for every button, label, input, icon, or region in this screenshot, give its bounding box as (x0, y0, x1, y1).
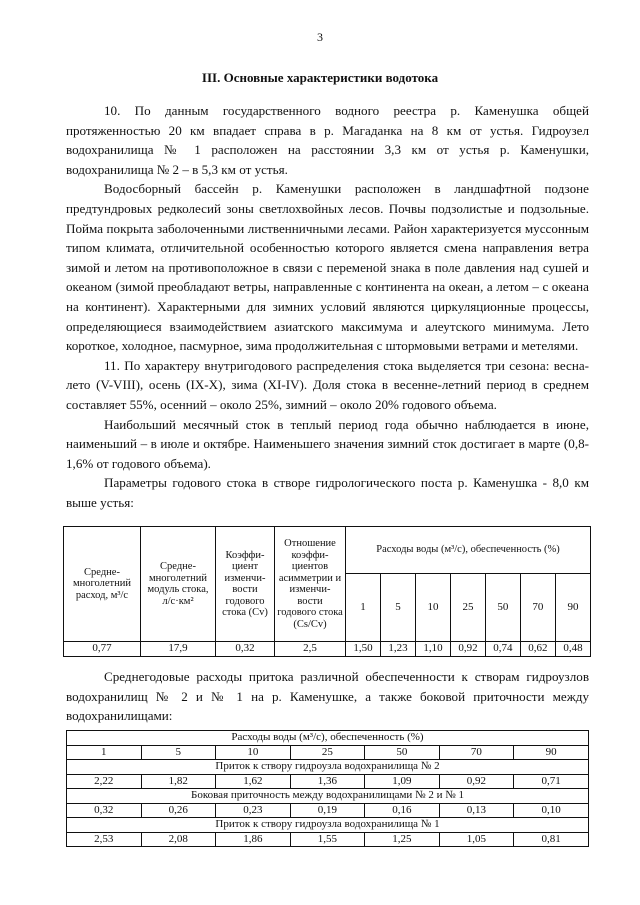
value-cell: 1,86 (216, 832, 291, 847)
paragraph-monthly: Наибольший месячный сток в теплый период года обычно наблюдается в июне, наименьший – в июле и октябре. Наименьшего значения зимний сток достигает в марте (0,8-1,6% от годового объема). (66, 416, 589, 471)
value-cell: 1,55 (290, 832, 365, 847)
flow-cell: 1,10 (415, 642, 450, 657)
paragraph-params: Параметры годового стока в створе гидрологического поста р. Каменушка - 8,0 км выше устья: (66, 475, 589, 510)
page-number: 3 (317, 30, 323, 44)
paragraph-10: 10. По данным государственного водного реестра р. Каменушка общей протяженностью 20 км впадает справа в р. Магаданка на 8 км от устья. Гидроузел водохранилища № 1 расположен на расстоянии 3,3 км от устья р. Каменушки, водохранилища № 2 – в 5,3 км от устья. (66, 103, 589, 177)
table-row (67, 832, 589, 847)
percent-cell: 90 (514, 745, 589, 760)
value-cell: 1,09 (365, 774, 440, 789)
flow-cell: 0,74 (485, 642, 520, 657)
value-cell: 2,22 (67, 774, 142, 789)
value-cell: 0,92 (439, 774, 514, 789)
header-ratio: Отношение коэффи-циентов асимметрии и изменчи-вости годового стока (Cs/Cv) (275, 527, 346, 642)
inflow-table (66, 730, 589, 847)
percent-cell: 25 (290, 745, 365, 760)
percent-cell: 70 (520, 574, 555, 642)
percent-cell: 5 (380, 574, 415, 642)
table-row (64, 642, 591, 657)
flow-cell: 0,48 (555, 642, 590, 657)
value-cell: 0,10 (514, 803, 589, 818)
header-cv: Коэффи-циент изменчи-вости годового стока (Cv) (216, 527, 275, 642)
value-cell: 0,16 (365, 803, 440, 818)
percent-cell: 1 (346, 574, 381, 642)
body-text-2 (66, 667, 589, 726)
percent-cell: 50 (485, 574, 520, 642)
flow-cell: 1,23 (380, 642, 415, 657)
value-cell: 0,13 (439, 803, 514, 818)
value-modulus: 17,9 (141, 642, 216, 657)
percent-cell: 50 (365, 745, 440, 760)
value-cell: 0,71 (514, 774, 589, 789)
header-flows: Расходы воды (м³/с), обеспеченность (%) (346, 527, 591, 574)
percent-cell: 90 (555, 574, 590, 642)
section-label: Приток к створу гидроузла водохранилища № 2 (67, 760, 589, 775)
header-mean-flow: Средне-многолетний расход, м³/с (64, 527, 141, 642)
value-cell: 0,19 (290, 803, 365, 818)
value-cell: 2,08 (141, 832, 216, 847)
value-cell: 1,36 (290, 774, 365, 789)
section-title: III. Основные характеристики водотока (201, 70, 439, 85)
paragraph-inflow: Среднегодовые расходы притока различной обеспеченности к створам гидроузлов водохранилищ № 2 и № 1 на р. Каменушке, а также боковой приточности между водохранилищами: (66, 669, 589, 724)
table-row (67, 803, 589, 818)
percent-cell: 10 (216, 745, 291, 760)
paragraph-11: 11. По характеру внутригодового распределения стока выделяется три сезона: весна-лето (V-VIII), осень (IX-X), зима (XI-IV). Доля стока в весенне-летний период в среднем составляет 55%, осенний – около 25%, зимний – около 20% годового объема. (66, 357, 589, 412)
percent-cell: 1 (67, 745, 142, 760)
value-cv: 0,32 (216, 642, 275, 657)
value-mean-flow: 0,77 (64, 642, 141, 657)
inflow-header: Расходы воды (м³/с), обеспеченность (%) (67, 731, 589, 746)
value-cell: 2,53 (67, 832, 142, 847)
value-cell: 0,32 (67, 803, 142, 818)
section-label: Боковая приточность между водохранилищами № 2 и № 1 (67, 789, 589, 804)
value-cell: 1,25 (365, 832, 440, 847)
body-text (66, 101, 589, 512)
value-cell: 1,82 (141, 774, 216, 789)
percent-cell: 25 (450, 574, 485, 642)
flow-cell: 1,50 (346, 642, 381, 657)
percent-cell: 10 (415, 574, 450, 642)
value-cell: 0,23 (216, 803, 291, 818)
paragraph-basin: Водосборный бассейн р. Каменушки расположен в ландшафтной подзоне предтундровых редколесий зоны светлохвойных лесов. Почвы подзолистые и подзольные. Пойма покрыта заболоченными лиственничными лесами. Район характеризуется муссонным типом климата, отличительной особенностью которого является смена направления ветра зимой и летом на противоположное в связи с переменой знака в поле давления над сушей и океаном (зимой преобладают ветры, направленные с континента на океан, а летом – с океана на континент). Характерными для зимних условий являются циркуляционные процессы, определяющиеся взаимодействием азиатского максимума и алеутского минимума. Лето короткое, холодное, пасмурное, зима продолжительная с штормовыми ветрами и метелями. (66, 181, 589, 354)
flow-cell: 0,62 (520, 642, 555, 657)
value-cell: 0,81 (514, 832, 589, 847)
flow-cell: 0,92 (450, 642, 485, 657)
value-ratio: 2,5 (275, 642, 346, 657)
value-cell: 1,05 (439, 832, 514, 847)
table-row (67, 774, 589, 789)
header-modulus: Средне-многолетний модуль стока, л/с·км² (141, 527, 216, 642)
annual-runoff-table (63, 526, 591, 657)
value-cell: 1,62 (216, 774, 291, 789)
percent-cell: 5 (141, 745, 216, 760)
value-cell: 0,26 (141, 803, 216, 818)
percent-cell: 70 (439, 745, 514, 760)
section-label: Приток к створу гидроузла водохранилища № 1 (67, 818, 589, 833)
